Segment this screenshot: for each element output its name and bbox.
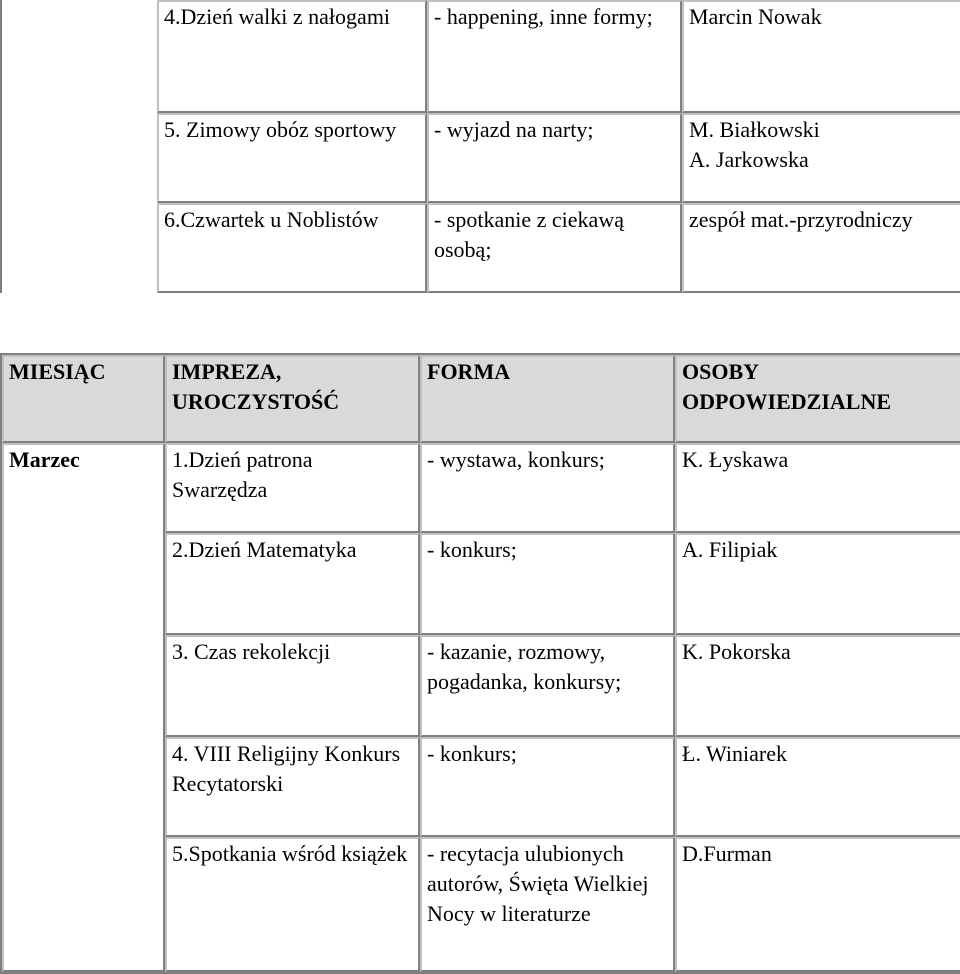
table-cell-form: - happening, inne formy; xyxy=(427,0,682,113)
table-cell-month xyxy=(2,113,157,203)
table-cell-form: - spotkanie z ciekawą osobą; xyxy=(427,203,682,293)
table-cell-event: 4. VIII Religijny Konkurs Recytatorski xyxy=(165,737,420,837)
month-cell: Marzec xyxy=(2,443,165,972)
table-cell-event: 4.Dzień walki z nałogami xyxy=(157,0,427,113)
table-cell-month xyxy=(2,203,157,293)
table-cell-persons: D.Furman xyxy=(675,837,960,972)
header-persons: OSOBY ODPOWIEDZIALNE xyxy=(675,355,960,443)
march-events-table xyxy=(0,353,960,974)
table-cell-event: 5.Spotkania wśród książek xyxy=(165,837,420,972)
header-form: FORMA xyxy=(420,355,675,443)
table-cell-form: - kazanie, rozmowy, pogadanka, konkursy; xyxy=(420,635,675,737)
header-month: MIESIĄC xyxy=(2,355,165,443)
header-event: IMPREZA, UROCZYSTOŚĆ xyxy=(165,355,420,443)
person-name: A. Jarkowska xyxy=(689,147,809,172)
table-cell-persons: Marcin Nowak xyxy=(682,0,960,113)
table-cell-event: 3. Czas rekolekcji xyxy=(165,635,420,737)
table-row xyxy=(2,0,960,113)
table-header-row xyxy=(2,355,960,443)
table-cell-form: - konkurs; xyxy=(420,533,675,635)
person-name: M. Białkowski xyxy=(689,117,820,142)
table-cell-form: - konkurs; xyxy=(420,737,675,837)
table-cell-event: 6.Czwartek u Noblistów xyxy=(157,203,427,293)
table-cell-form: - wyjazd na narty; xyxy=(427,113,682,203)
table-row xyxy=(2,113,960,203)
table-cell-persons: K. Łyskawa xyxy=(675,443,960,533)
table-cell-persons: Ł. Winiarek xyxy=(675,737,960,837)
table-row xyxy=(2,443,960,533)
table-cell-form: - recytacja ulubionych autorów, Święta Wielkiej Nocy w literaturze xyxy=(420,837,675,972)
table-cell-persons xyxy=(682,113,960,203)
table-cell-persons: K. Pokorska xyxy=(675,635,960,737)
table-cell-event: 2.Dzień Matematyka xyxy=(165,533,420,635)
table-cell-event: 5. Zimowy obóz sportowy xyxy=(157,113,427,203)
table-cell-persons: zespół mat.-przyrodniczy xyxy=(682,203,960,293)
table-row xyxy=(2,203,960,293)
table-cell-form: - wystawa, konkurs; xyxy=(420,443,675,533)
previous-month-table xyxy=(0,0,960,293)
table-cell-event: 1.Dzień patrona Swarzędza xyxy=(165,443,420,533)
table-cell-persons: A. Filipiak xyxy=(675,533,960,635)
table-cell-month xyxy=(2,0,157,113)
